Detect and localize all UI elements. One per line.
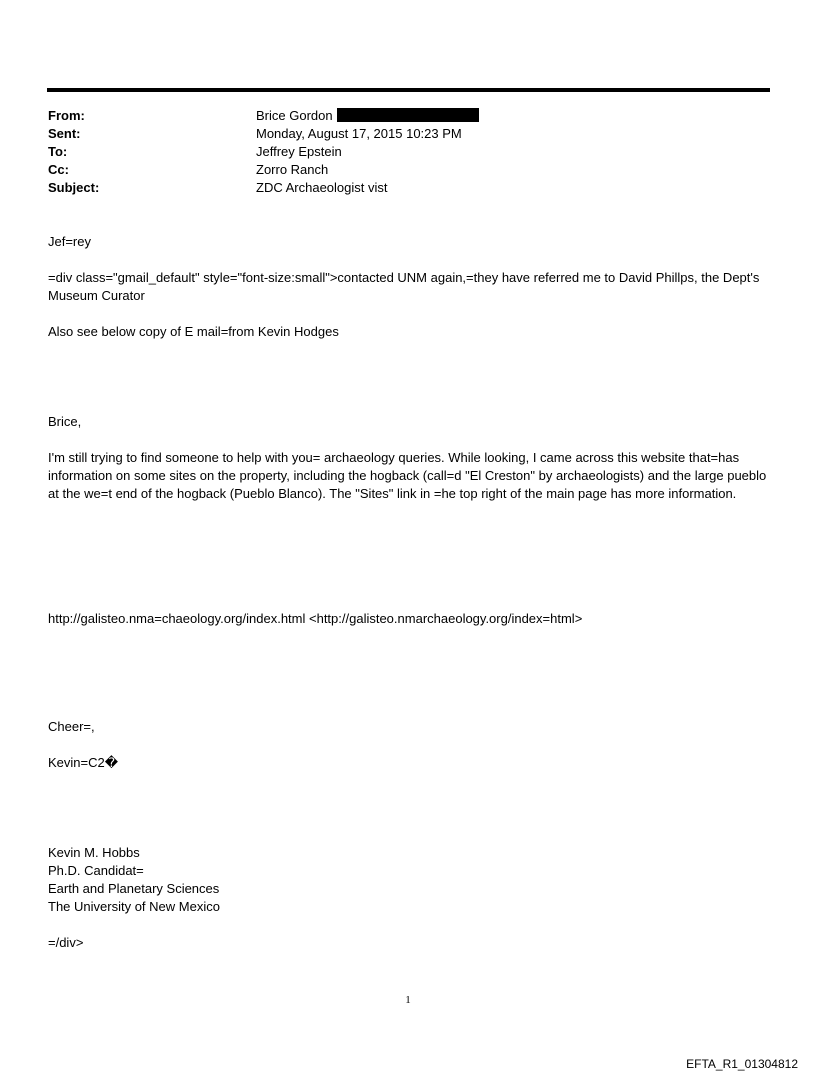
cc-label: Cc: [48, 162, 69, 177]
sent-label: Sent: [48, 126, 81, 141]
to-value: Jeffrey Epstein [256, 144, 342, 159]
page-number: 1 [405, 994, 411, 1006]
from-value: Brice Gordon [256, 107, 748, 125]
subject-label: Subject: [48, 180, 100, 195]
website-link: http://galisteo.nma=chaeology.org/index.html <http://galisteo.nmarchaeology.org/index=html> [48, 611, 583, 626]
signature-department: Earth and Planetary Sciences [48, 881, 220, 896]
header-rule [47, 88, 770, 92]
sent-row [48, 125, 748, 143]
subject-value: ZDC Archaeologist vist [256, 180, 388, 195]
subject-row [48, 179, 748, 197]
signature-name: Kevin M. Hobbs [48, 845, 140, 860]
body-paragraph: I'm still trying to find someone to help with you= archaeology queries. While looking, I came across this website that=has information on some sites on the property, including the hogback (call=d "El Creston" by archaeologists) and the large pueblo at the we=t end of the hogback (Pueblo Blanco). The "Sites" link in =he top right of the main page has more information. [48, 450, 767, 501]
salutation: Brice, [48, 414, 82, 429]
cc-row [48, 161, 748, 179]
body-line-2: Also see below copy of E mail=from Kevin Hodges [48, 324, 339, 339]
cheers: Cheer=, [48, 719, 95, 734]
body-line-1: =div class="gmail_default" style="font-size:small">contacted UNM again,=they have referred me to David Phillps, the Dept's Museum Curator [48, 270, 760, 303]
signature-university: The University of New Mexico [48, 899, 220, 914]
signoff: Kevin=C2� [48, 755, 119, 770]
cc-value: Zorro Ranch [256, 162, 329, 177]
document-id: EFTA_R1_01304812 [686, 1057, 798, 1071]
signature-block [48, 844, 768, 916]
to-row [48, 143, 748, 161]
sent-value: Monday, August 17, 2015 10:23 PM [256, 126, 462, 141]
to-label: To: [48, 144, 68, 159]
closing-tag: =/div> [48, 935, 84, 950]
from-label: From: [48, 108, 85, 123]
email-header [48, 107, 748, 197]
redaction-block [337, 108, 479, 122]
greeting: Jef=rey [48, 234, 91, 249]
signature-title: Ph.D. Candidat= [48, 863, 144, 878]
from-row [48, 107, 748, 125]
